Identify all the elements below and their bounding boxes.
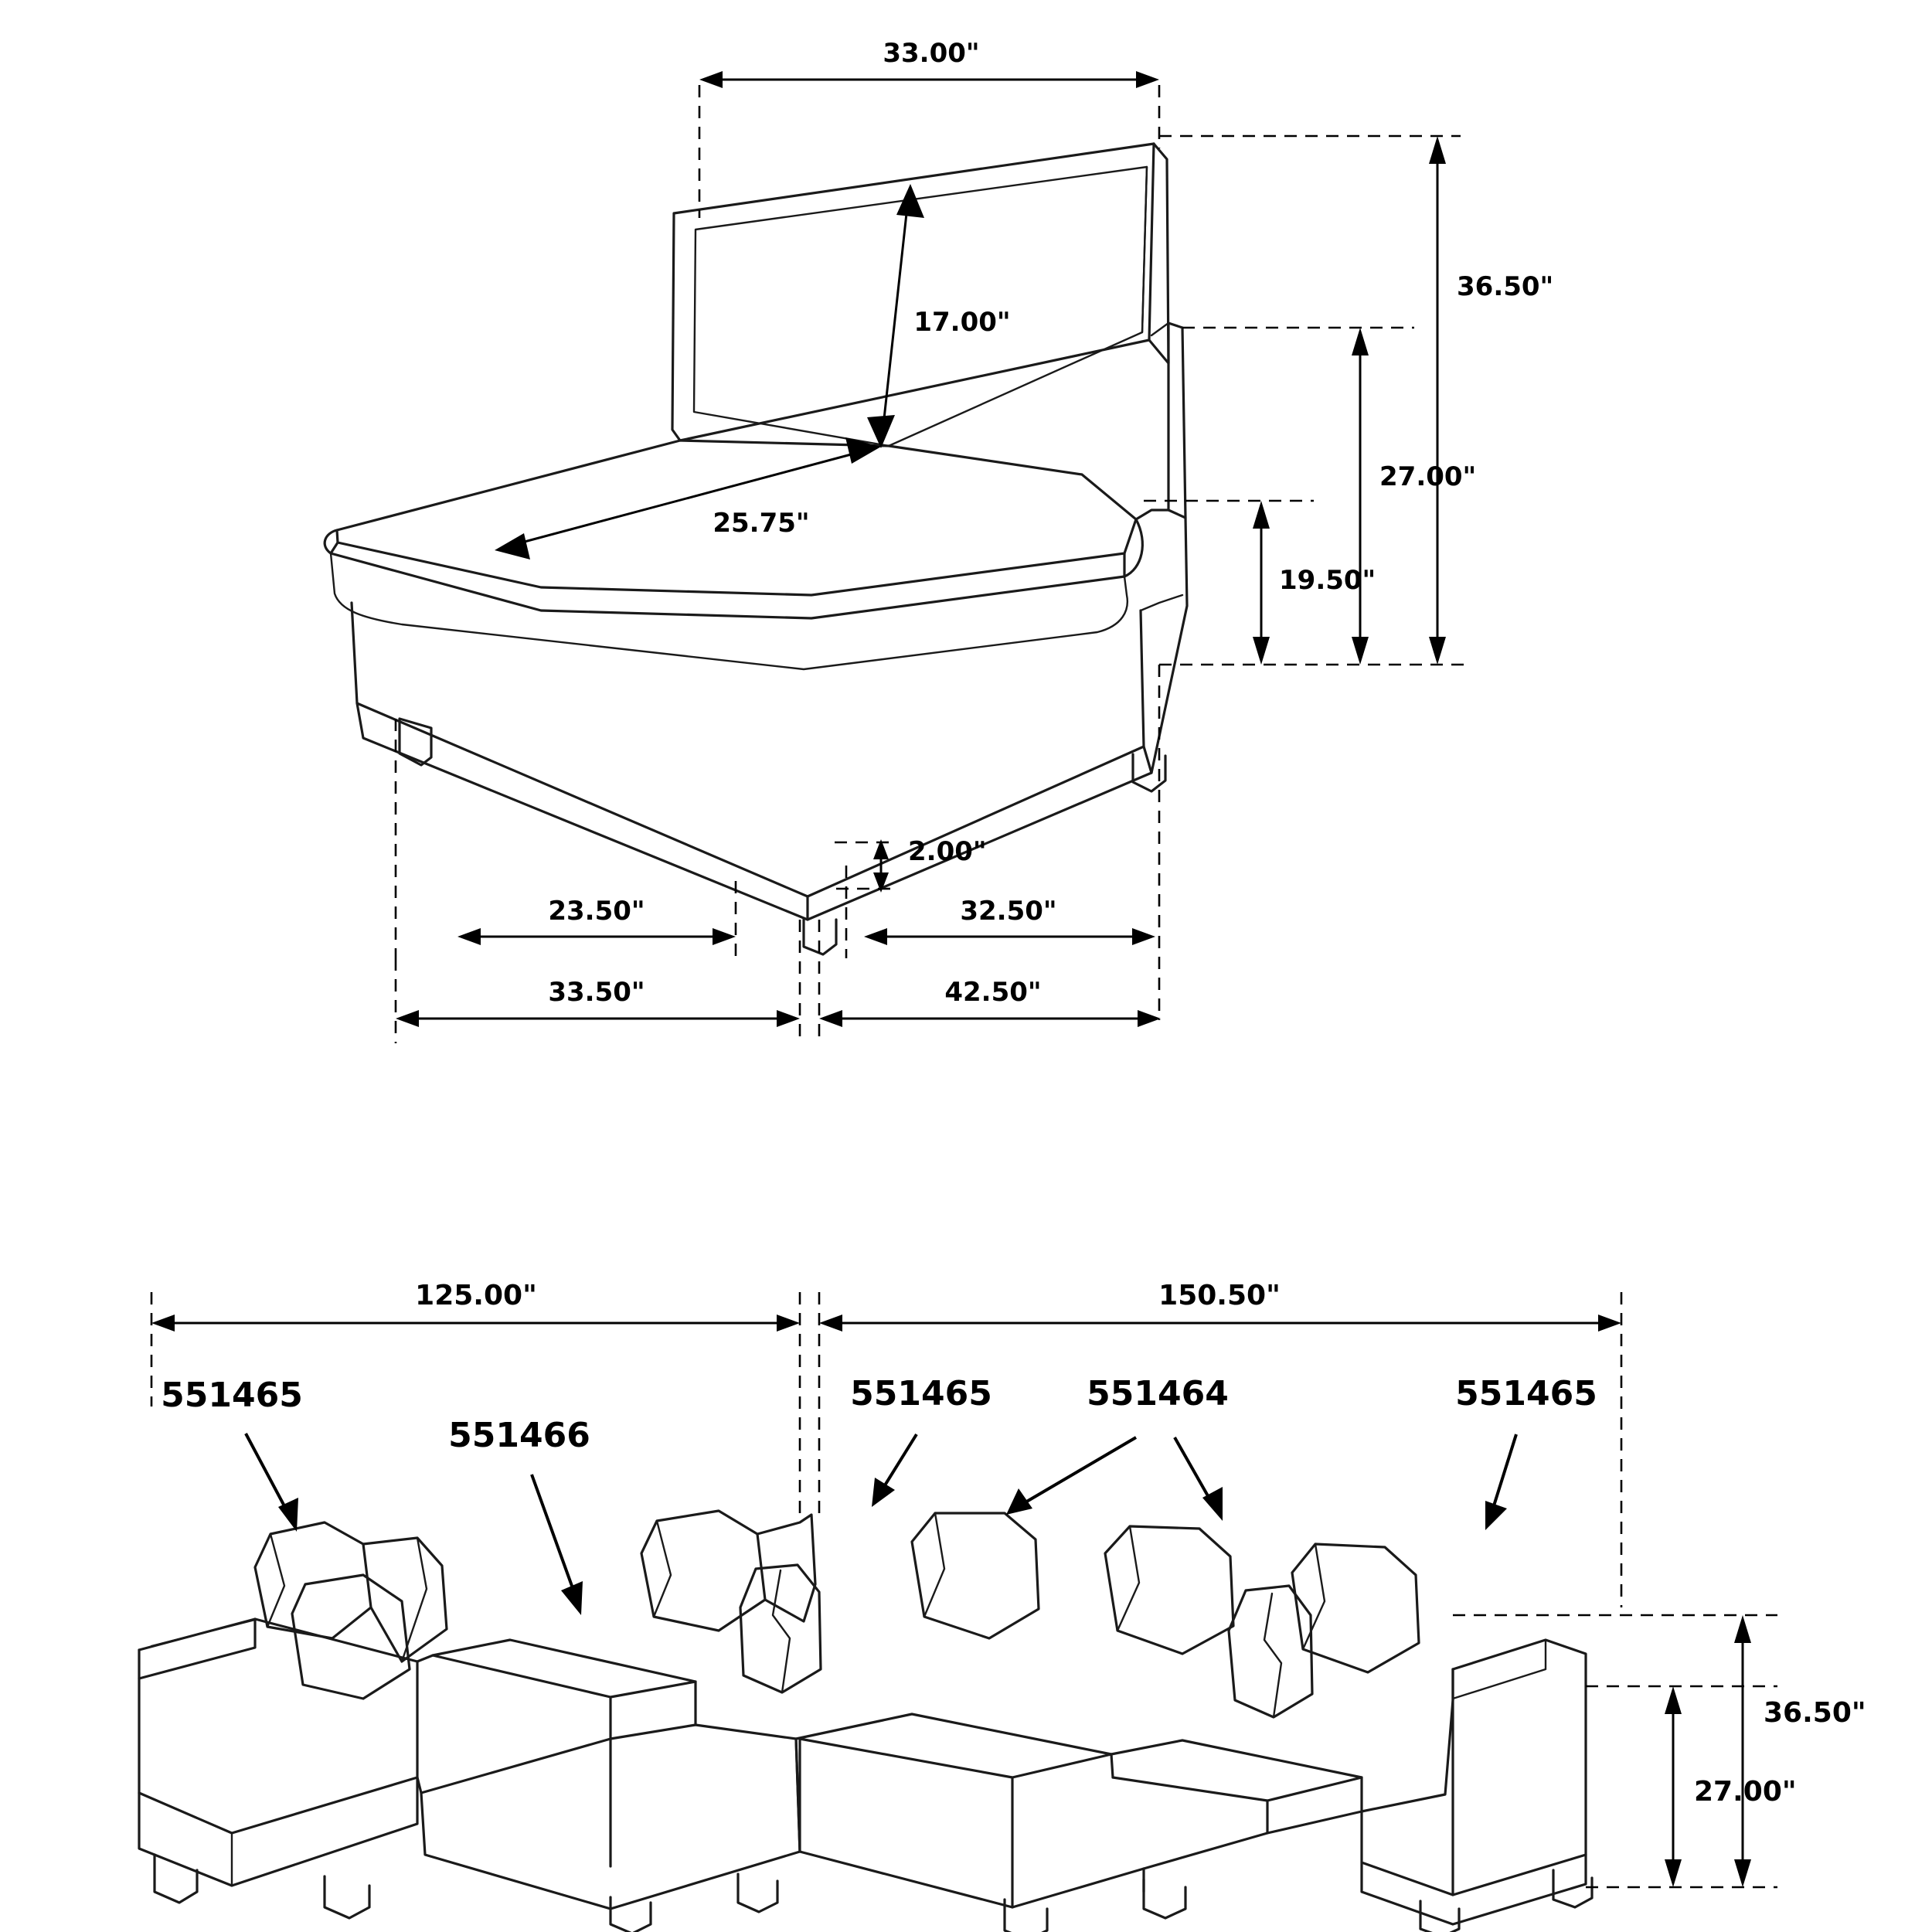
dim-label-2-00: 2.00" [908,836,987,867]
part-label-3: 551465 [850,1374,992,1413]
part-label-5: 551465 [1455,1374,1597,1413]
dim-label-23-50: 23.50" [548,896,645,927]
part-callout-551465-right [1455,1374,1597,1530]
dim-label-33-50: 33.50" [548,977,645,1008]
dim-label-150-50: 150.50" [1158,1280,1281,1311]
dim-150-50 [819,1280,1621,1607]
part-callout-551466 [448,1416,590,1615]
dim-label-19-50: 19.50" [1279,565,1376,596]
part-label-1: 551465 [161,1376,303,1415]
dim-label-42-50: 42.50" [944,977,1042,1008]
dim-label-36-50-bottom: 36.50" [1764,1697,1866,1729]
part-callout-551465-center [850,1374,992,1507]
sectional-illustration [139,1511,1592,1932]
part-callout-551465-left [161,1376,303,1532]
dim-label-32-50: 32.50" [960,896,1057,927]
dim-label-27-00: 27.00" [1379,461,1477,492]
dim-label-17-00: 17.00" [913,307,1011,338]
dim-label-33-00: 33.00" [883,38,980,69]
dim-label-125-00: 125.00" [415,1280,537,1311]
dim-label-25-75: 25.75" [713,508,810,539]
dim-36-50-bottom [1453,1615,1866,1887]
dim-label-27-00-bottom: 27.00" [1694,1776,1797,1808]
part-label-4: 551464 [1087,1374,1229,1413]
part-callout-551464 [1006,1374,1229,1521]
part-label-2: 551466 [448,1416,590,1455]
dim-label-36-50: 36.50" [1457,271,1554,302]
